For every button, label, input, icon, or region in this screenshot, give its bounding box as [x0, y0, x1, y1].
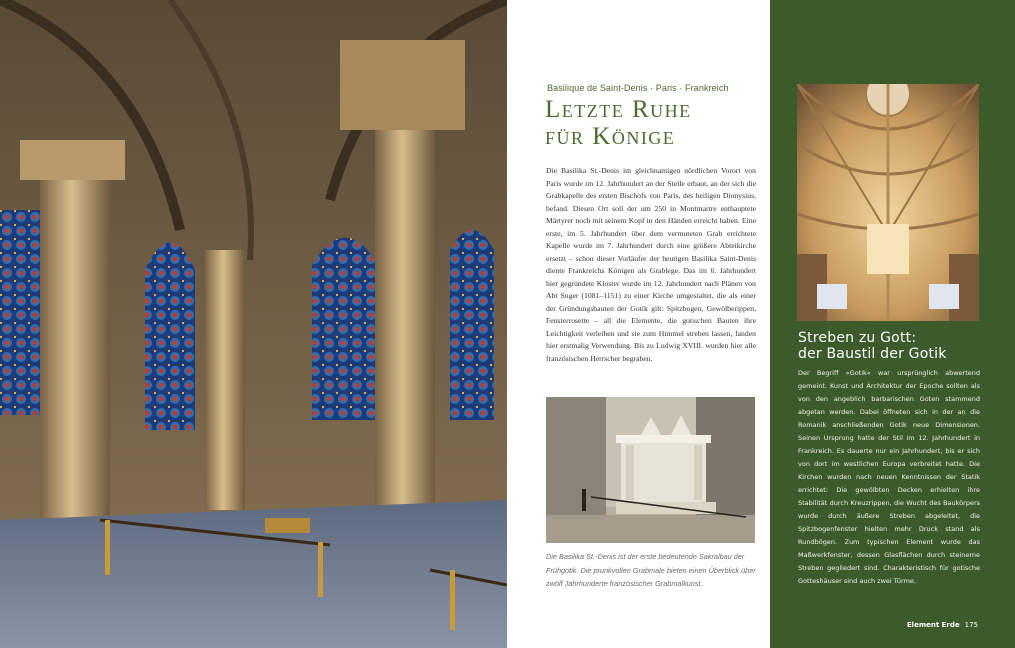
article-title-line-1: Letzte Ruhe [545, 96, 692, 123]
sidebar-panel [770, 0, 1015, 648]
photo-caption: Die Basilika St.-Denis ist der erste bedeutende Sakralbau der Frühgotik. Die prunkvollen Grabmale bieten einen Überblick über zwölf Jahrhunderte französischer Grabmalkunst. [546, 552, 756, 589]
section-subhead-line-1: Streben zu Gott: [798, 330, 917, 346]
article-title-line-2: für Könige [545, 123, 676, 150]
location-kicker: Basilique de Saint-Denis · Paris · Frankreich [547, 83, 729, 93]
page-folio [907, 621, 978, 629]
section-subhead [798, 330, 1008, 362]
photo-cathedral-interior [0, 0, 507, 648]
section-subhead-line-2: der Baustil der Gotik [798, 346, 947, 362]
sidebar-body: Der Begriff »Gotik« war ursprünglich abwertend gemeint. Kunst und Architektur der Epoche sollten als von den angeblich barbarischen Goten stammend abgetan werden. Dabei öffneten sich in der an die Romanik anschließenden Gotik neue Dimensionen. Seinen Ursprung hatte der Stil im 12. Jahrhundert in Frankreich. Es dauerte nur ein Jahrhundert, bis er sich von dort im westlichen Europa verbreitet hatte. Die Kirchen wurden nach neuen Kenntnissen der Statik errichtet: Die gewölbten Decken erhielten ihre Stabilität durch Kreuzrippen, die Wucht des Baukörpers wurde durch äußere Streben abgeleitet, die Spitzbogenfenster hielten mehr Druck stand als Rundbögen. Zum typischen Element wurde das Maßwerkfenster, dessen Glasflächen durch steinerne Streben gegliedert sind. Charakteristisch für gotische Gotteshäuser sind auch zwei Türme. [798, 369, 980, 585]
folio-section: Element Erde [906, 621, 960, 629]
article-column [507, 0, 770, 648]
article-title [545, 96, 765, 150]
photo-royal-tomb [546, 397, 755, 543]
photo-gothic-vault [797, 84, 979, 321]
article-body: Die Basilika St.-Denis im gleichnamigen nördlichen Vorort von Paris wurde im 12. Jahrhundert an der Stelle erbaut, an der sich die Grabkapelle des ersten Bischofs von Paris, des heiligen Dionysius, befand. Diesen Ort soll der um 250 in Montmartre enthauptete Märtyrer noch mit seinem Kopf in den Händen erreicht haben. Eine erste, im 5. Jahrhundert über dem vermuteten Grab errichtete Kapelle wurde im 7. Jahrhundert durch eine größere Abteikirche ersetzt – schon dieser Vorläufer der heutigen Basilika Saint-Denis diente Frankreichs Königen als Grablege. Das im 6. Jahrhundert hier gegründete Kloster wurde im 12. Jahrhundert nach Plänen von Abt Suger (1081–1151) zu einer Kirche umgestaltet, die als einer der Gründungsbauten der Gotik gilt: Spitzbogen, Gewölberippen, Fensterrosette – all die Elemente, die gotischen Bauten ihre Leichtigkeit verleihen und sie zum Himmel streben lassen, fanden hier erstmalig Verwendung. Bis zu Ludwig XVIII. wurden hier alle französischen Herrscher begraben. [546, 166, 756, 363]
page-number: 175 [964, 621, 978, 629]
